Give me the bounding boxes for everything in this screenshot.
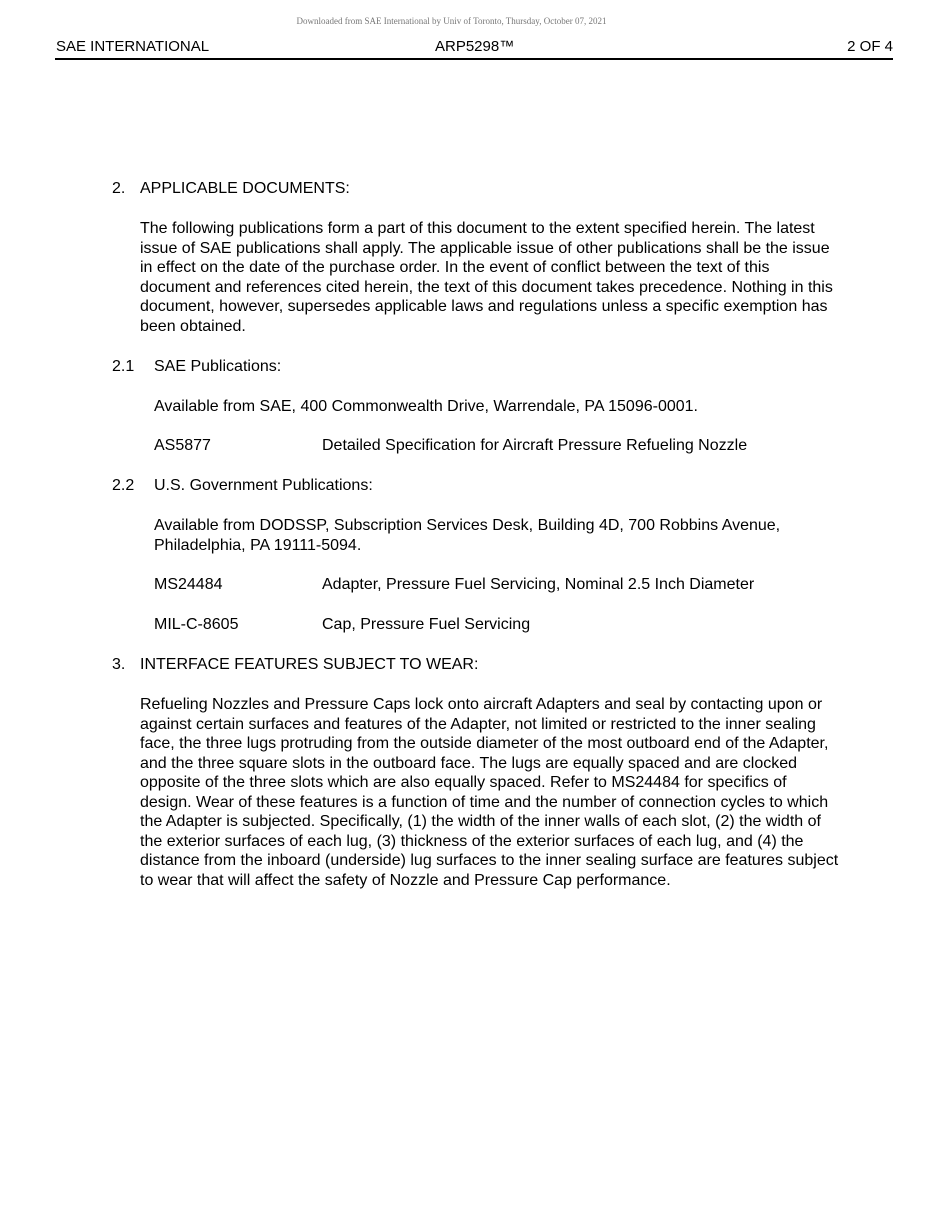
section-3-body: Refueling Nozzles and Pressure Caps lock onto aircraft Adapters and seal by contacting upon or against certain surfaces and features of the Adapter, not limited or restricted to the inner sealing face, the three lugs protruding from the outside diameter of the most outboard end of the Adapter, and the three square slots in the outboard face. The lugs are equally spaced and are clocked opposite of the three slots which are also equally spaced. Refer to MS24484 for specifics of design. Wear of these features is a function of time and the number of connection cycles to which the Adapter is subjected. Specifically, (1) the width of the inner walls of each slot, (2) the width of the exterior surfaces of each lug, (3) thickness of the exterior surfaces of each lug, and (4) the distance from the inboard (underside) lug surfaces to the inner sealing surface are features subject to wear that will affect the safety of Nozzle and Pressure Cap performance. [140,696,839,889]
section-2-1-title: SAE Publications: [154,358,282,375]
reference-id: MIL-C-8605 [154,616,239,633]
section-2-2-title: U.S. Government Publications: [154,477,373,494]
reference-id: AS5877 [154,437,211,454]
header-document-number: ARP5298™ [435,38,515,55]
section-2-number: 2. [112,180,126,197]
section-3-number: 3. [112,656,126,673]
reference-id: MS24484 [154,576,223,593]
section-2-title: APPLICABLE DOCUMENTS: [140,180,350,197]
section-3-title: INTERFACE FEATURES SUBJECT TO WEAR: [140,656,479,673]
section-2-2-availability: Available from DODSSP, Subscription Services Desk, Building 4D, 700 Robbins Avenue, Philadelphia, PA 19111-5094. [154,517,781,554]
reference-description: Adapter, Pressure Fuel Servicing, Nominal 2.5 Inch Diameter [322,576,755,593]
reference-description: Detailed Specification for Aircraft Pressure Refueling Nozzle [322,437,748,454]
section-2-1-availability: Available from SAE, 400 Commonwealth Drive, Warrendale, PA 15096-0001. [154,398,698,415]
download-watermark: Downloaded from SAE International by Univ of Toronto, Thursday, October 07, 2021 [296,16,607,26]
header-page-number: 2 OF 4 [847,38,893,55]
page-header [55,38,893,60]
reference-description: Cap, Pressure Fuel Servicing [322,616,531,633]
section-2-body: The following publications form a part of this document to the extent specified herein. The latest issue of SAE publications shall apply. The applicable issue of other publications shall be the issue in effect on the date of the purchase order. In the event of conflict between the text of this document and references cited herein, the text of this document takes precedence. Nothing in this document, however, supersedes applicable laws and regulations unless a specific exemption has been obtained. [140,220,833,335]
header-organization: SAE INTERNATIONAL [56,38,210,55]
section-2-2-number: 2.2 [112,477,135,494]
section-2-1-number: 2.1 [112,358,135,375]
